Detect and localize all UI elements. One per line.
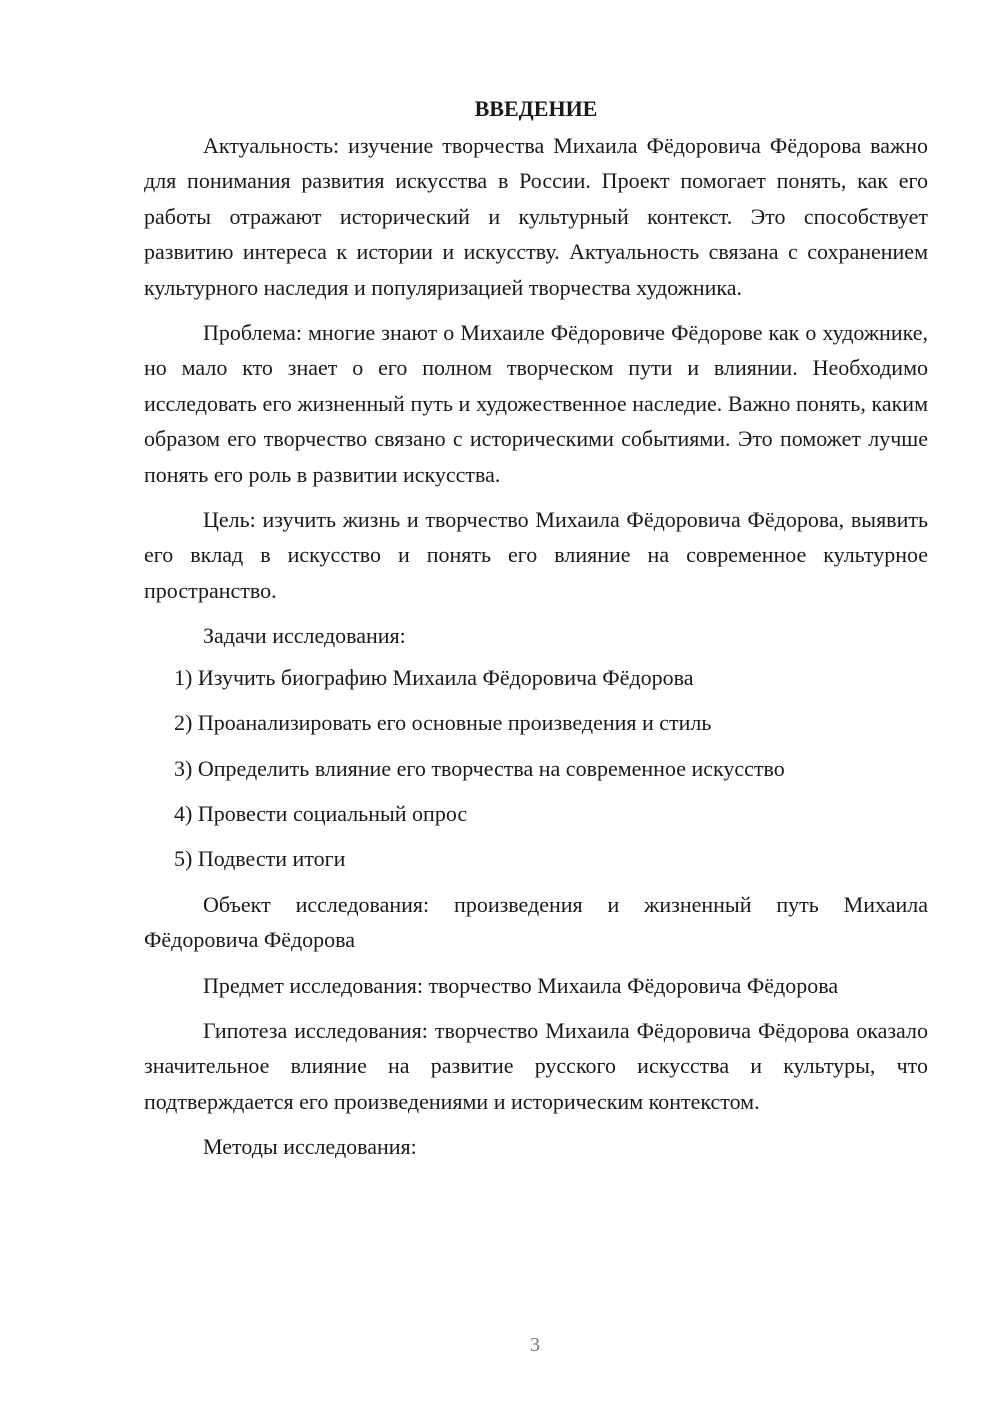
paragraph-goal: Цель: изучить жизнь и творчество Михаила Фёдоровича Фёдорова, выявить его вклад в искусство и понять его влияние на современное культурное пространство. xyxy=(144,507,928,603)
task-item: 2) Проанализировать его основные произведения и стиль xyxy=(174,710,712,736)
paragraph-methods: Методы исследования: xyxy=(203,1134,417,1160)
task-item: 3) Определить влияние его творчества на современное искусство xyxy=(174,755,785,781)
task-item: 5) Подвести итоги xyxy=(174,846,346,872)
paragraph-relevance: Актуальность: изучение творчества Михаила Фёдоровича Фёдорова важно для понимания развития искусства в России. Проект помогает понять, как его работы отражают исторический и культурный контекст. Это способствует развитию интереса к истории и искусству. Актуальность связана с сохранением культурного наследия и популяризацией творчества художника. xyxy=(144,133,928,300)
paragraph-subject: Предмет исследования: творчество Михаила Фёдоровича Фёдорова xyxy=(203,972,839,998)
task-list xyxy=(144,660,928,877)
task-item: 1) Изучить биографию Михаила Фёдоровича Фёдорова xyxy=(174,664,694,690)
paragraph-hypothesis: Гипотеза исследования: творчество Михаила Фёдоровича Фёдорова оказало значительное влияние на развитие русского искусства и культуры, что подтверждается его произведениями и историческим контекстом. xyxy=(144,1017,928,1114)
section-heading: ВВЕДЕНИЕ xyxy=(474,96,598,121)
paragraph-object: Объект исследования: произведения и жизненный путь Михаила Фёдоровича Фёдорова xyxy=(144,891,928,953)
document-page xyxy=(144,94,928,1175)
tasks-title: Задачи исследования: xyxy=(203,623,406,649)
paragraph-problem: Проблема: многие знают о Михаиле Фёдоровиче Фёдорове как о художнике, но мало кто знает о его полном творческом пути и влиянии. Необходимо исследовать его жизненный путь и художественное наследие. Важно понять, каким образом его творчество связано с историческими событиями. Это поможет лучше понять его роль в развитии искусства. xyxy=(144,320,928,487)
page-number: 3 xyxy=(530,1334,540,1356)
task-item: 4) Провести социальный опрос xyxy=(174,800,468,826)
